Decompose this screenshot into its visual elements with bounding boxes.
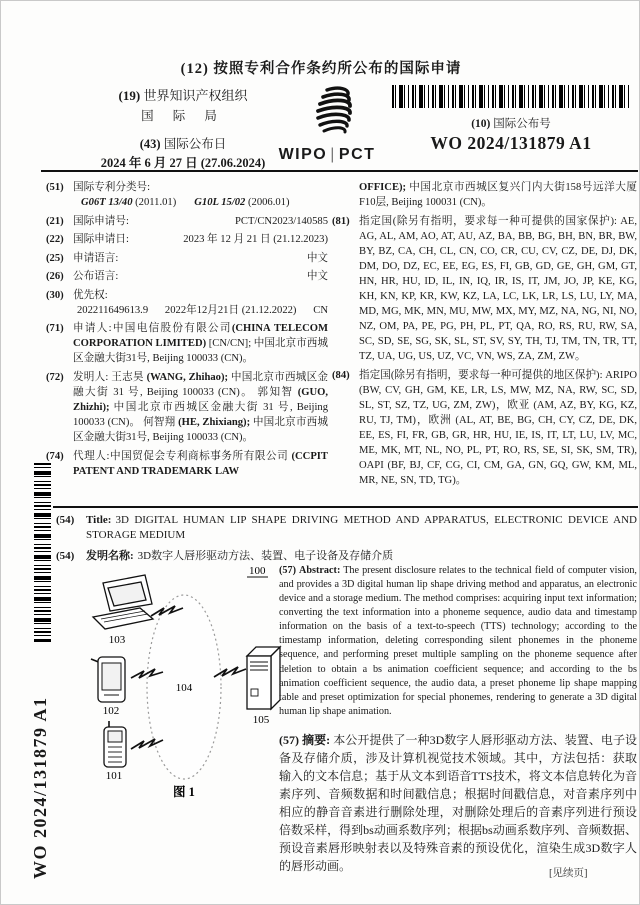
barcode-top bbox=[392, 85, 630, 108]
publication-number-block bbox=[387, 85, 635, 154]
designated-states-label: 指定国(除另有指明，要求每一种可提供的国家保护): bbox=[359, 216, 621, 228]
abstract-en-num: (57) bbox=[279, 565, 296, 576]
inventor-3-address: 中国北京市西城区金融大街31号, Beijing 100033 (CN)。 bbox=[73, 416, 329, 443]
pub-date-value: 2024 年 6 月 27 日 (27.06.2024) bbox=[100, 156, 266, 170]
inventor-2-name-cn: 郭知智 bbox=[257, 386, 294, 398]
org-name-line bbox=[93, 85, 273, 104]
abstract-en bbox=[279, 564, 637, 719]
inid-22: (22) bbox=[46, 234, 64, 246]
applicant-address: [CN/CN]; 中国北京市西城区金融大街31号, Beijing 100033 (CN)。 bbox=[73, 338, 328, 365]
abstract-cn bbox=[279, 731, 637, 875]
continuation-note: [见续页] bbox=[549, 868, 588, 879]
phone-label: 101 bbox=[105, 770, 123, 782]
org-name: 世界知识产权组织 bbox=[143, 88, 248, 103]
ipc-ver-1: (2011.01) bbox=[135, 197, 177, 209]
figure-1 bbox=[51, 561, 289, 803]
inid-72: (72) bbox=[46, 371, 64, 383]
title-cn-label: 发明名称: bbox=[86, 549, 134, 562]
barcode-side bbox=[34, 463, 51, 642]
agent-name-en: (CCPIT PATENT AND TRADEMARK LAW bbox=[73, 450, 328, 477]
pub-number-label: 国际公布号 bbox=[493, 118, 551, 130]
cloud-label: 104 bbox=[175, 682, 193, 694]
agent-cont-address: 中国北京市西城区复兴门内大街158号远洋大厦F10层, Beijing 100031 (CN)。 bbox=[359, 182, 637, 209]
pub-language-value: 中文 bbox=[306, 271, 328, 283]
field-designated-regions bbox=[332, 368, 637, 488]
ipc-codes bbox=[73, 195, 328, 210]
inid-54-en: (54) bbox=[56, 514, 75, 526]
filing-language-value: 中文 bbox=[306, 252, 328, 264]
pub-language-label: 公布语言: bbox=[73, 271, 119, 283]
abstract-cn-num: (57) bbox=[279, 732, 299, 747]
wipo-pct-wordmark bbox=[269, 146, 385, 164]
field-inventors bbox=[46, 370, 328, 445]
app-number-label: 国际申请号: bbox=[73, 215, 129, 227]
cloud-network-icon bbox=[147, 595, 221, 779]
abstract-en-label: Abstract: bbox=[299, 565, 341, 576]
server-icon bbox=[247, 647, 280, 709]
biblio-left-column bbox=[46, 180, 328, 482]
priority-date: 2022年12月21日 (21.12.2022) bbox=[164, 304, 297, 316]
inventor-1-name-cn: 王志昊 bbox=[111, 371, 144, 383]
field-ipc bbox=[46, 180, 328, 210]
inid-54-cn: (54) bbox=[56, 549, 75, 562]
abstract-cn-text: 本公开提供了一种3D数字人唇形驱动方法、装置、电子设备及存储介质，涉及计算机视觉技术领域。其中，方法包括：获取输入的文本信息；基于从文本到语音TTS技术，将文本信息转化为音素序列、音频数据和时间戳信息；根据时间戳信息，对音素序列中相应的静音音素进行删除处理，对删除处理后的音素序列进行预设倍数采样，得到bs动画系数序列；根据bs动画系数序列、音频数据、预设音素唇形映射表以及特殊音素的预设优化，渲染生成3D数字人的唇形动画。 bbox=[279, 732, 638, 873]
agent-cont-bold: OFFICE); bbox=[359, 182, 407, 193]
priority-label: 优先权: bbox=[73, 289, 108, 301]
pub-date-label: 国际公布日 bbox=[163, 137, 227, 151]
publication-type-line: (12) 按照专利合作条约所公布的国际申请 bbox=[180, 61, 462, 77]
phone-icon bbox=[104, 721, 126, 767]
filing-date-label: 国际申请日: bbox=[73, 234, 129, 246]
field-application-number bbox=[46, 214, 328, 229]
laptop-label: 103 bbox=[108, 634, 126, 646]
inventor-2-name-en: (GUO, Zhizhi); bbox=[73, 386, 329, 413]
figure-1-drawing bbox=[51, 561, 289, 803]
agent-name-cn: 中国贸促会专利商标事务所有限公司 bbox=[109, 450, 289, 462]
wipo-logo-block bbox=[269, 85, 385, 164]
figure-overall-label: 100 bbox=[249, 565, 266, 577]
inid-84: (84) bbox=[332, 369, 350, 381]
ipc-code-1: G06T 13/40 bbox=[81, 197, 133, 209]
title-divider bbox=[53, 506, 638, 508]
field-publication-language bbox=[46, 269, 328, 284]
agent-label: 代理人: bbox=[73, 450, 110, 462]
abstract-cn-label: 摘要: bbox=[302, 732, 331, 747]
side-publication-number: WO 2024/131879 A1 bbox=[30, 696, 50, 879]
laptop-icon bbox=[93, 575, 153, 629]
biblio-right-column bbox=[332, 180, 637, 492]
abstract-en-text: The present disclosure relates to the technical field of computer vision, and provides a 3D digital human lip shape driving method and apparatus, an electronic device and a storage medium. The method comprises: acquiring input text information; converting the text information into a phoneme sequence, audio data and timestamp information on the basis of a text-to-speech (TTS) technology; according to the timestamp information, deleting corresponding silent phonemes in the phoneme sequence, and performing preset multiple sampling on the phoneme sequence after deletion to obtain a bs animation coefficient sequence; and according to the bs animation coefficient sequence, the audio data, a preset phoneme lip shape mapping table and preset optimization for special phonemes, rendering to generate a 3D digital human lip shape animation. bbox=[279, 565, 637, 717]
logo-separator: | bbox=[330, 146, 336, 163]
org-bureau: 国 际 局 bbox=[141, 109, 225, 123]
wipo-globe-icon bbox=[297, 85, 357, 139]
app-number-value: PCT/CN2023/140585 bbox=[234, 215, 328, 227]
inid-19: (19) bbox=[118, 88, 141, 103]
inid-30: (30) bbox=[46, 289, 64, 301]
title-en-label: Title: bbox=[86, 514, 112, 526]
inid-81: (81) bbox=[332, 216, 350, 228]
inid-26: (26) bbox=[46, 271, 64, 283]
tablet-label: 102 bbox=[102, 705, 120, 717]
applicant-name-en: (CHINA TELECOM CORPORATION LIMITED) bbox=[73, 323, 328, 350]
inventor-1-name-en: (WANG, Zhihao); bbox=[146, 371, 229, 383]
ipc-ver-2: (2006.01) bbox=[248, 197, 290, 209]
title-cn-value: 3D数字人唇形驱动方法、装置、电子设备及存储介质 bbox=[137, 549, 394, 562]
priority-data-line bbox=[73, 303, 328, 318]
inid-10: (10) bbox=[471, 118, 491, 130]
inid-25: (25) bbox=[46, 252, 64, 264]
applicant-label: 申请人: bbox=[73, 323, 112, 335]
wipo-org-block bbox=[93, 85, 273, 171]
header-divider bbox=[41, 170, 638, 172]
pct-wordmark: PCT bbox=[338, 146, 376, 163]
priority-country: CN bbox=[313, 304, 328, 316]
inventor-2-address: 中国北京市西城区金融大街 31 号, Beijing 100033 (CN)。 bbox=[73, 401, 328, 428]
server-label: 105 bbox=[252, 714, 270, 726]
inid-43: (43) bbox=[139, 137, 161, 151]
designated-regions-codes: ARIPO (BW, CV, GH, GM, KE, LR, LS, MW, MZ, NA, RW, SC, SD, SL, ST, SZ, TZ, UG, ZM, ZW)，欧亚 (AM, AZ, BY, KG, KZ, RU, TJ, TM)，欧洲 (AL, AT, BE, BG, CH, CY, CZ, DE, DK, EE, ES, FI, FR, GB, GR, HR, HU, IE, IS, IT, LT, LU, LV, MC, ME, MK, MT, NL, NO, PL, PT, RO, RS, SE, SI, SK, SM, TR), OAPI (BF, BJ, CF, CG, CI, CM, GA, GN, GQ, GW, KM, ML, MR, NE, SN, TD, TG)。 bbox=[359, 369, 637, 487]
applicant-name-cn: 中国电信股份有限公司 bbox=[111, 323, 232, 335]
filing-language-label: 申请语言: bbox=[73, 252, 119, 264]
title-en-value: 3D DIGITAL HUMAN LIP SHAPE DRIVING METHOD AND APPARATUS, ELECTRONIC DEVICE AND STORAGE MEDIUM bbox=[86, 514, 637, 542]
inid-21: (21) bbox=[46, 215, 64, 227]
field-filing-date bbox=[46, 232, 328, 247]
field-designated-states bbox=[332, 214, 637, 364]
agent-continuation bbox=[332, 180, 637, 210]
field-applicant bbox=[46, 321, 328, 366]
inventor-1-address: 中国北京市西城区金融大街 31 号, Beijing 100033 (CN)。 bbox=[73, 371, 328, 398]
inid-71: (71) bbox=[46, 323, 64, 335]
tablet-icon bbox=[91, 657, 125, 702]
wipo-wordmark: WIPO bbox=[278, 146, 328, 163]
filing-date-value: 2023 年 12 月 21 日 (21.12.2023) bbox=[183, 234, 328, 246]
inventor-3-name-cn: 何智翔 bbox=[143, 416, 176, 428]
inid-51: (51) bbox=[46, 182, 64, 193]
ipc-label: 国际专利分类号: bbox=[73, 182, 151, 193]
field-priority bbox=[46, 288, 328, 318]
pub-date-label-line bbox=[93, 134, 273, 152]
ipc-code-2: G10L 15/02 bbox=[194, 197, 246, 209]
priority-app-number: 202211649613.9 bbox=[77, 304, 149, 316]
pub-number-label-line bbox=[387, 115, 635, 131]
field-filing-language bbox=[46, 251, 328, 266]
abstract-section bbox=[279, 564, 637, 875]
inventor-3-name-en: (HE, Zhixiang); bbox=[178, 416, 251, 428]
inventors-label: 发明人: bbox=[73, 371, 109, 383]
figure-caption: 图 1 bbox=[173, 785, 195, 799]
title-en-row bbox=[56, 513, 637, 544]
pub-number-value: WO 2024/131879 A1 bbox=[430, 133, 592, 153]
inid-74: (74) bbox=[46, 450, 64, 462]
designated-states-codes: AE, AG, AL, AM, AO, AT, AU, AZ, BA, BB, BG, BH, BN, BR, BW, BY, BZ, CA, CH, CL, CN, CO, CR, CU, CV, CZ, DE, DJ, DK, DM, DO, DZ, EC, EE, EG, ES, FI, GB, GD, GE, GH, GM, GT, HN, HR, HU, ID, IL, IN, IQ, IR, IS, IT, JM, JO, JP, KE, KG, KH, KN, KP, KR, KW, KZ, LA, LC, LK, LR, LS, LU, LY, MA, MD, MG, MK, MN, MU, MW, MX, MY, MZ, NA, NG, NI, NO, NZ, OM, PA, PE, PG, PH, PL, PT, QA, RO, RS, RU, RW, SA, SC, SD, SE, SG, SK, SL, ST, SV, SY, TH, TJ, TM, TN, TR, TT, TZ, UA, UG, US, UZ, VC, VN, WS, ZA, ZM, ZW。 bbox=[359, 216, 637, 363]
field-agent bbox=[46, 449, 328, 479]
designated-regions-label: 指定国(除另有指明，要求每一种可提供的地区保护): bbox=[359, 369, 606, 381]
